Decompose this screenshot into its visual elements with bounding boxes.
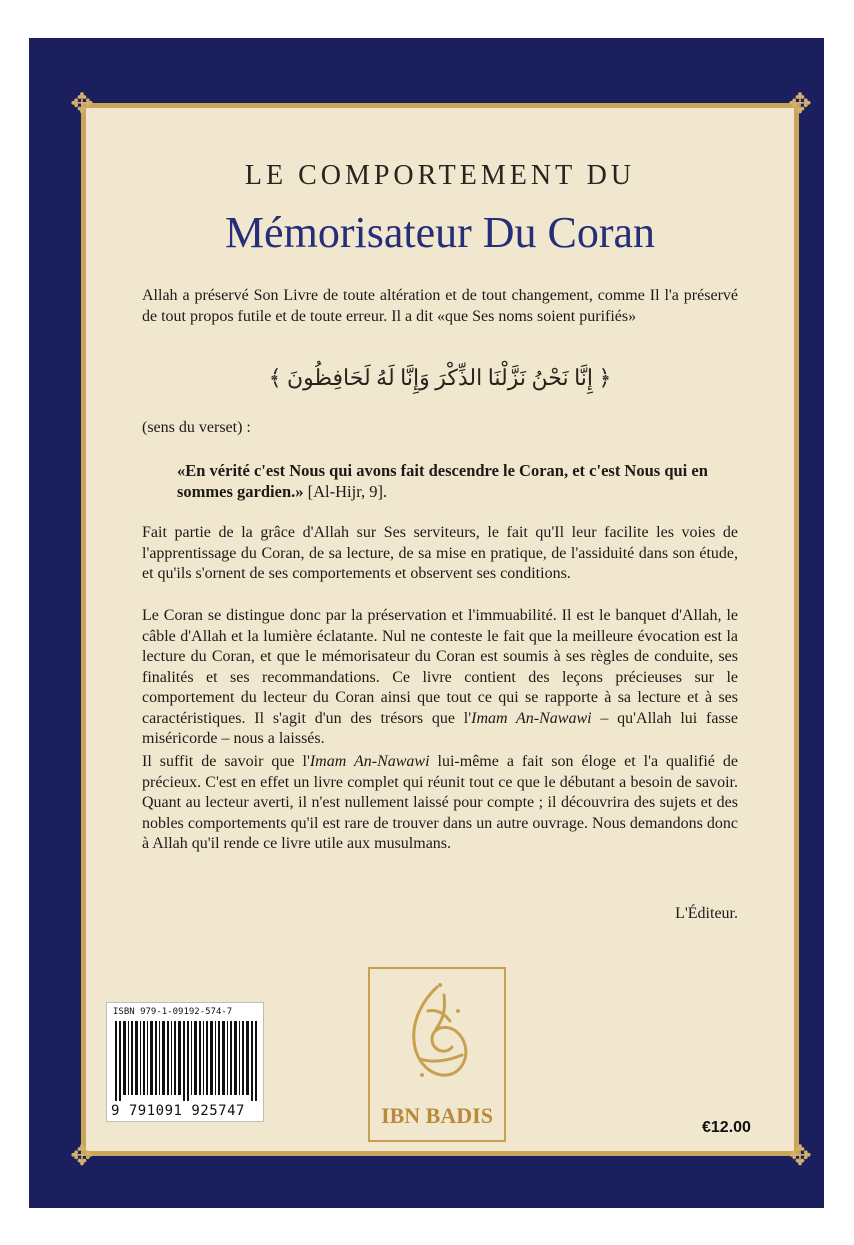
meaning-label: (sens du verset) : [142, 419, 251, 436]
corner-ornament-icon: ✥ [788, 1141, 812, 1172]
corner-ornament-icon: ✥ [70, 89, 94, 120]
barcode-icon [115, 1021, 257, 1101]
cover-subtitle: LE COMPORTEMENT DU [244, 160, 636, 191]
paragraph-2-text-b: – qu'Allah lui fasse miséricorde – nous a laissés. [142, 709, 739, 747]
corner-ornament-icon: ✥ [70, 1141, 94, 1172]
arabic-verse: ﴿ إِنَّا نَحْنُ نَزَّلْنَا الذِّكْرَ وَإِنَّا لَهُ لَحَافِظُونَ ﴾ [268, 365, 612, 390]
publisher-logo-text: IBN BADIS [381, 1103, 493, 1128]
paragraph-1: Fait partie de la grâce d'Allah sur Ses serviteurs, le fait qu'Il leur facilite les voies de l'apprentissage du Coran, de sa lecture, de sa mise en pratique, de l'assiduité dans son étude, et qu'ils s'ornent de ses comportements et observent ses conditions. [142, 524, 738, 582]
quote-reference: [Al-Hijr, 9]. [307, 482, 388, 501]
cover-title: Mémorisateur Du Coran [224, 208, 656, 257]
paragraph-2 [142, 606, 738, 750]
publisher-logo [368, 967, 506, 1142]
paragraph-3 [142, 752, 738, 855]
corner-ornament-icon: ✥ [788, 89, 812, 120]
meaning-block [142, 418, 738, 439]
price-label: €12.00 [702, 1119, 751, 1136]
calligraphy-logo-icon [392, 981, 482, 1091]
barcode-number: 9 791091 925747 [111, 1103, 245, 1119]
isbn-label: ISBN 979-1-09192-574-7 [113, 1007, 233, 1017]
paragraph-2-text-a: Le Coran se distingue donc par la préservation et l'immuabilité. Il est le banquet d'Allah, le câble d'Allah et la lumière éclatante. Nul ne conteste le fait que la meilleure évocation est la lecture du Coran, et que le mémorisateur du Coran est soumis à ses règles de conduite, ses finalités et ses recommandations. Ce livre contient des leçons précieuses sur le comportement du lecteur du Coran ainsi que tout ce qui se rapporte à sa lecture et à ses caractéristiques. Il s'agit d'un des trésors que l' [142, 607, 738, 727]
intro-block [142, 286, 738, 327]
paragraph-3-text-a: Il suffit de savoir que l' [142, 753, 310, 770]
paragraph-3-text-b: lui-même a fait son éloge et l'a qualifié de précieux. C'est en effet un livre complet qui réunit tout ce que le débutant a besoin de savoir. Quant au lecteur averti, il n'est nullement laissé pour compte ; il découvrira des sujets et des nobles comportements qu'il est rare de trouver dans un autre ouvrage. Nous demandons donc à Allah qu'il rende ce livre utile aux musulmans. [142, 753, 738, 852]
barcode-box [106, 1002, 264, 1122]
intro-paragraph: Allah a préservé Son Livre de toute altération et de tout changement, comme Il l'a préservé de tout propos futile et de toute erreur. Il a dit «que Ses noms soient purifiés» [142, 287, 738, 325]
paragraph-1-block [142, 523, 738, 585]
paragraph-3-imam: Imam An-Nawawi [309, 753, 430, 770]
editor-signature: L'Éditeur. [675, 905, 738, 922]
paragraph-3-block [142, 752, 738, 855]
verse-translation [177, 460, 737, 502]
paragraph-2-block [142, 606, 738, 750]
quote-text: «En vérité c'est Nous qui avons fait descendre le Coran, et c'est Nous qui en sommes gardien.» [177, 461, 708, 501]
paragraph-2-imam: Imam An-Nawawi [471, 709, 592, 727]
